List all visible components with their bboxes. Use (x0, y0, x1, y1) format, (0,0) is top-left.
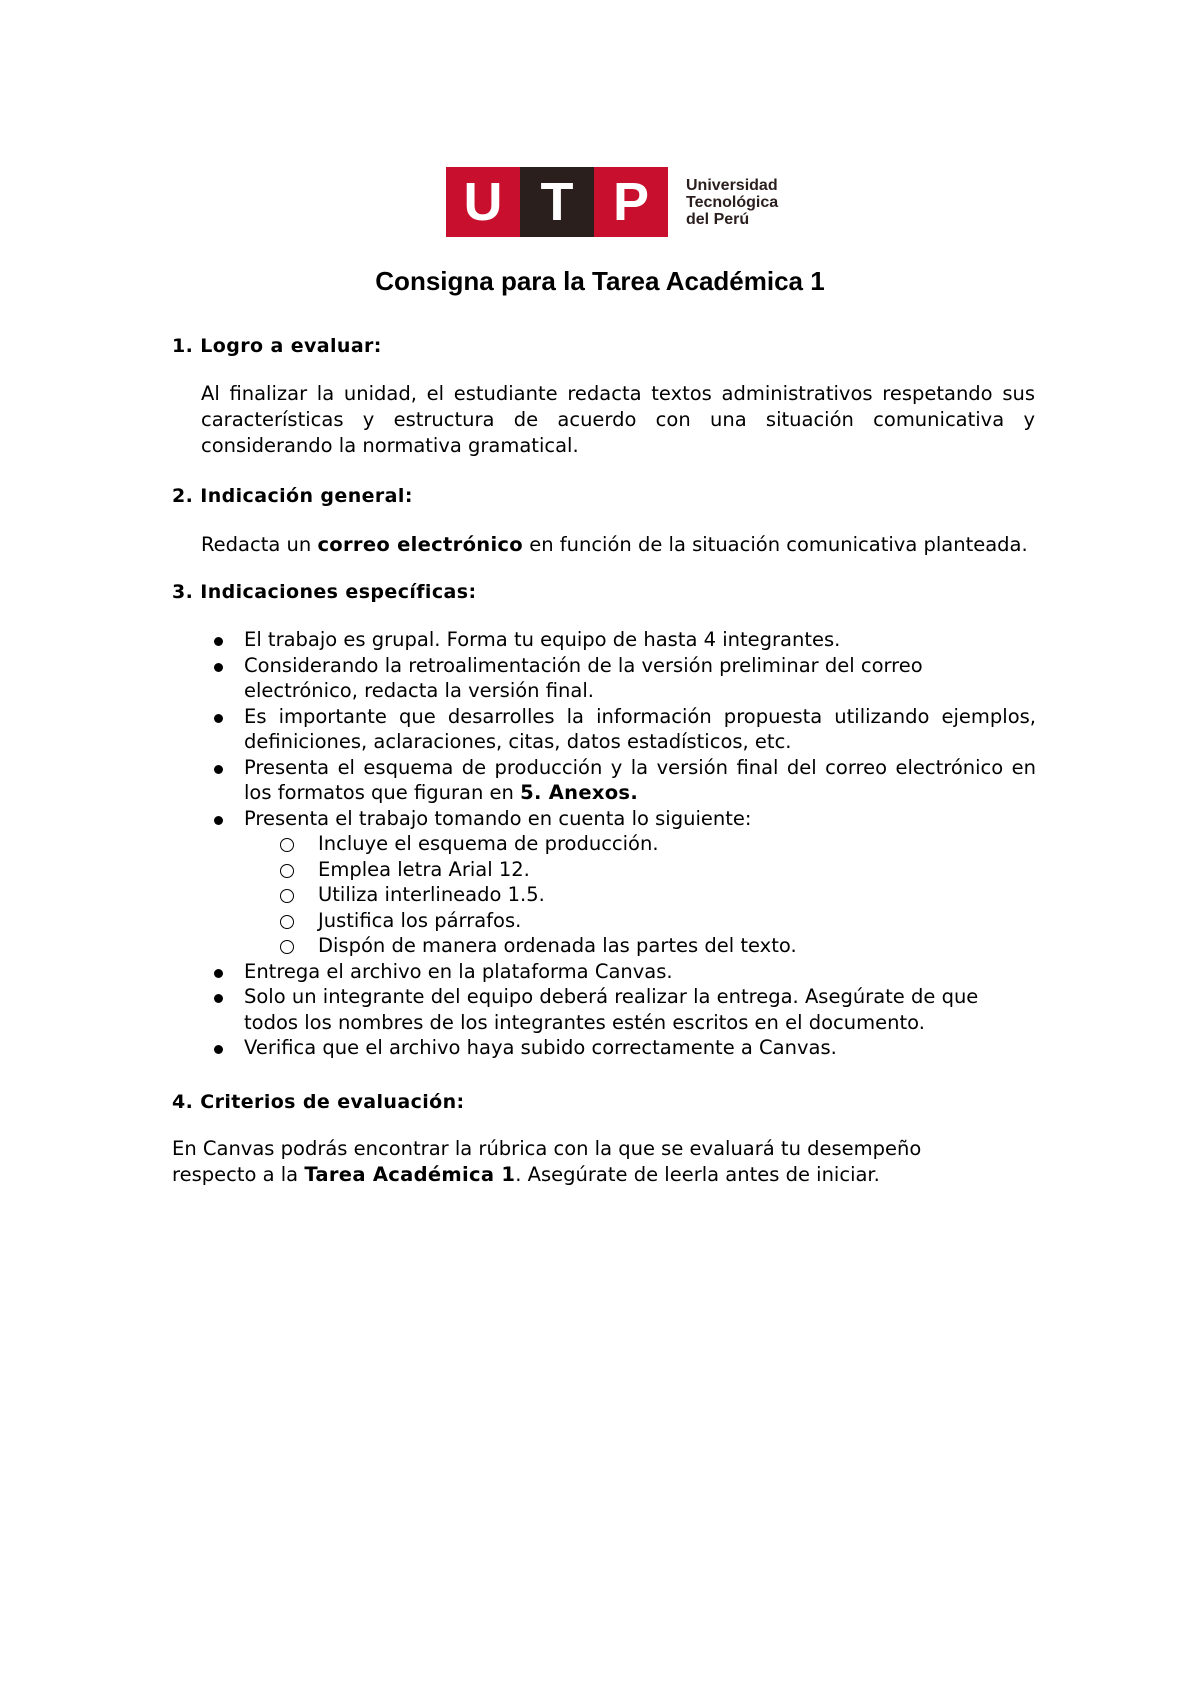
anexos-reference: 5. Anexos. (520, 781, 639, 804)
bullet-dot-icon (214, 663, 223, 672)
logo-letter-t: T (520, 167, 594, 237)
circle-bullet-icon (280, 915, 294, 929)
circle-bullet-icon (280, 864, 294, 878)
logo-university-name (686, 177, 778, 228)
bullet-dot-icon (214, 765, 223, 774)
sub-list-item: Justifica los párrafos. (208, 908, 1036, 934)
circle-bullet-icon (280, 889, 294, 903)
list-item: Verifica que el archivo haya subido correctamente a Canvas. (208, 1035, 1036, 1061)
list-item: Presenta el esquema de producción y la versión final del correo electrónico en los formatos que figuran en 5. Anexos. (208, 755, 1036, 806)
list-item: Considerando la retroalimentación de la versión preliminar del correo electrónico, redacta la versión final. (208, 653, 1036, 704)
logo-letter-u: U (446, 167, 520, 237)
section-4-heading: 4. Criterios de evaluación: (172, 1091, 465, 1113)
logo-name-line: del Perú (686, 210, 750, 228)
bullet-dot-icon (214, 994, 223, 1003)
list-item: Es importante que desarrolles la información propuesta utilizando ejemplos, definiciones, aclaraciones, citas, datos estadísticos, etc. (208, 704, 1036, 755)
section-4-text-after: . Asegúrate de leerla antes de iniciar. (515, 1163, 880, 1186)
sub-list-item: Emplea letra Arial 12. (208, 857, 1036, 883)
logo-name-line: Tecnológica (686, 193, 779, 211)
bullet-dot-icon (214, 969, 223, 978)
section-2-bold: correo electrónico (317, 533, 523, 556)
bullet-dot-icon (214, 714, 223, 723)
section-4-text-before: En Canvas podrás encontrar la rúbrica con la que se evaluará tu desempeño respecto a la (172, 1137, 922, 1186)
section-3-list (208, 627, 1036, 1061)
sub-list-item: Utiliza interlineado 1.5. (208, 882, 1036, 908)
section-1-text: Al finalizar la unidad, el estudiante redacta textos administrativos respetando sus características y estructura de acuerdo con una situación comunicativa y considerando la normativa gramatical. (201, 382, 1035, 457)
bullet-dot-icon (214, 637, 223, 646)
section-2-text (201, 532, 1061, 558)
section-2-text-after: en función de la situación comunicativa planteada. (523, 533, 1028, 556)
list-item: El trabajo es grupal. Forma tu equipo de hasta 4 integrantes. (208, 627, 1036, 653)
circle-bullet-icon (280, 940, 294, 954)
bullet-dot-icon (214, 816, 223, 825)
section-4-bold: Tarea Académica 1 (304, 1163, 516, 1186)
section-2-heading: 2. Indicación general: (172, 485, 413, 507)
logo-name-line: Universidad (686, 176, 778, 194)
list-item: Entrega el archivo en la plataforma Canvas. (208, 959, 1036, 985)
list-item: Solo un integrante del equipo deberá realizar la entrega. Asegúrate de que todos los nombres de los integrantes estén escritos en el documento. (208, 984, 1036, 1035)
list-item: Presenta el trabajo tomando en cuenta lo siguiente: (208, 806, 1036, 832)
sub-list-item: Incluye el esquema de producción. (208, 831, 1036, 857)
utp-logo (446, 167, 778, 237)
circle-bullet-icon (280, 838, 294, 852)
section-1-heading: 1. Logro a evaluar: (172, 335, 382, 357)
section-2-text-before: Redacta un (201, 533, 318, 556)
sub-list-item: Dispón de manera ordenada las partes del texto. (208, 933, 1036, 959)
logo-letter-p: P (594, 167, 668, 237)
document-title: Consigna para la Tarea Académica 1 (375, 266, 825, 296)
section-4-text (172, 1136, 972, 1188)
section-3-heading: 3. Indicaciones específicas: (172, 581, 477, 603)
bullet-dot-icon (214, 1045, 223, 1054)
